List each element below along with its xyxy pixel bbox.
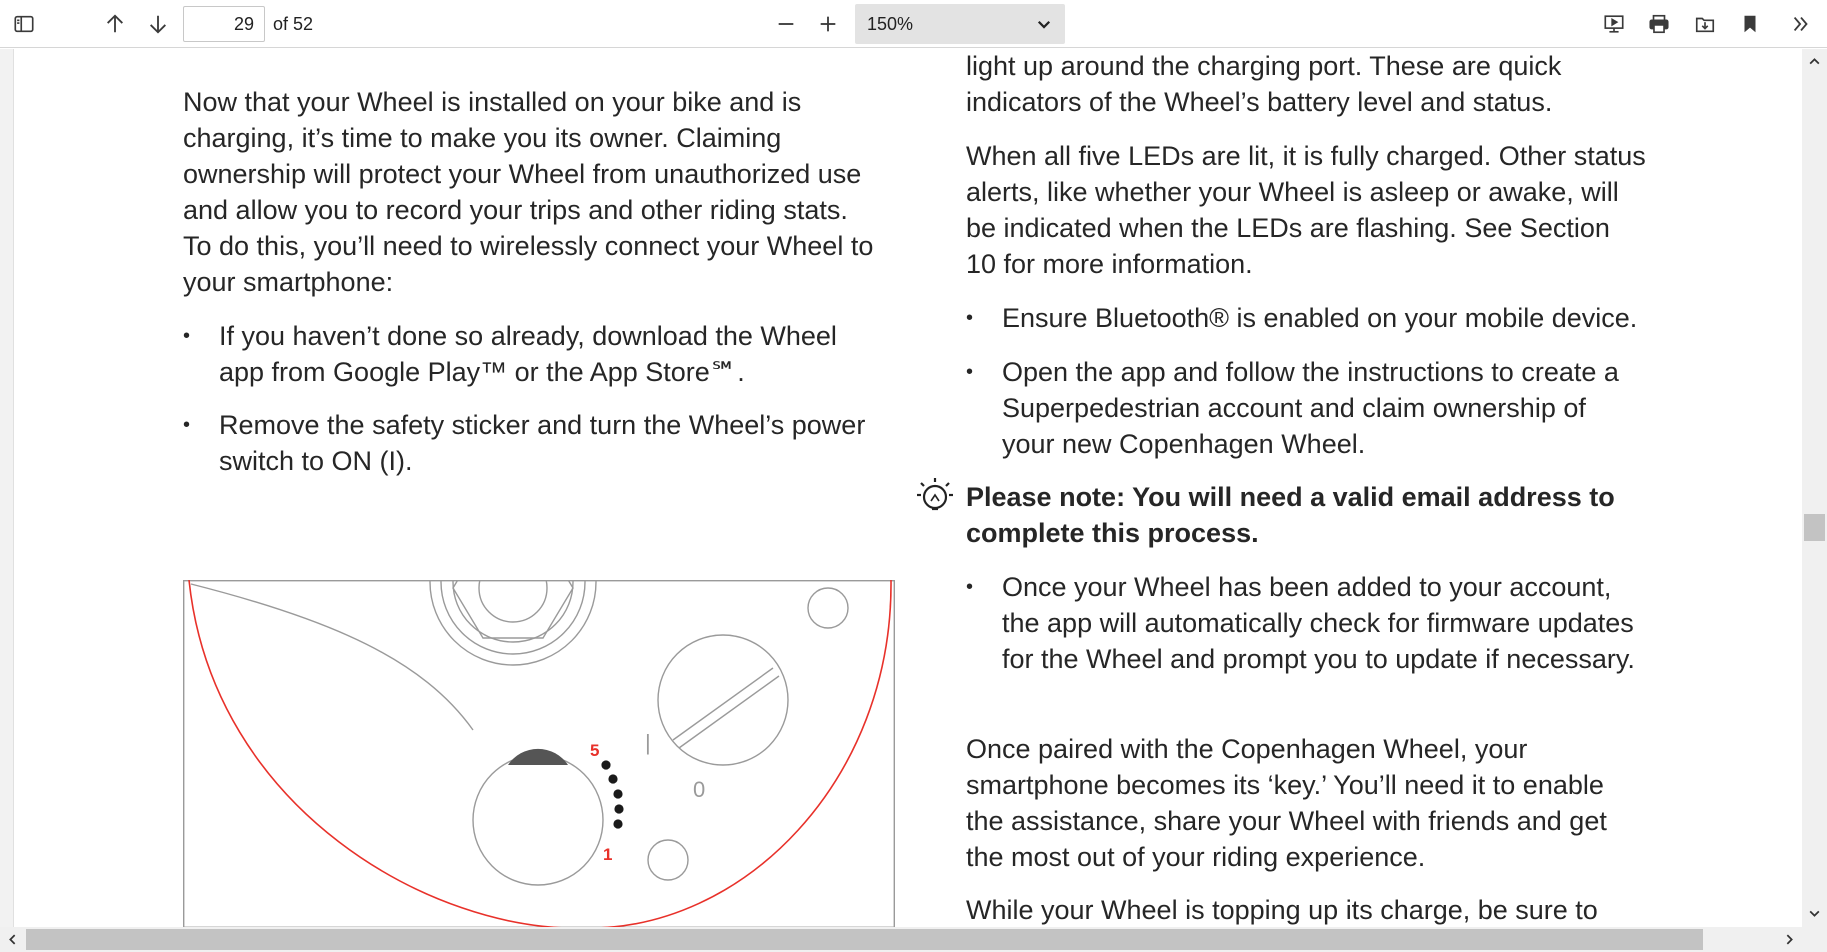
vertical-scrollbar[interactable] — [1802, 49, 1827, 927]
switch-on-mark: | — [645, 730, 651, 755]
list-item — [966, 354, 1666, 462]
bullet-dot: • — [183, 325, 191, 347]
horizontal-scroll-thumb[interactable] — [26, 929, 1703, 950]
zoom-value: 150% — [867, 14, 914, 34]
list-item-text: Once your Wheel has been added to your account, the app will automatically check for firmware updates for the Wheel and prompt you to update if necessary. — [1002, 572, 1635, 674]
screw-head — [658, 635, 788, 765]
page-total-label: of 52 — [273, 14, 314, 34]
led-3 — [613, 789, 622, 798]
charge-cap — [508, 749, 568, 765]
diagram-spoke — [191, 584, 473, 730]
bookmark-icon[interactable] — [1734, 8, 1766, 40]
scroll-left-icon[interactable] — [6, 933, 19, 946]
bullet-dot: • — [966, 361, 974, 383]
switch-off-mark: 0 — [693, 777, 706, 802]
bullet-dot: • — [966, 576, 974, 598]
presentation-icon[interactable] — [1598, 8, 1630, 40]
list-item-text: Open the app and follow the instructions to create a Superpedestrian account and claim ownership of your new Copenhagen Wheel. — [1002, 357, 1619, 459]
led-2 — [614, 804, 623, 813]
vertical-scroll-thumb[interactable] — [1804, 514, 1825, 541]
led-top-label: 5 — [590, 741, 600, 760]
led-bottom-label: 1 — [603, 845, 613, 864]
led-5 — [601, 760, 610, 769]
list-item-text: If you haven’t done so already, download the Wheel app from Google Play™ or the App Store℠. — [219, 321, 837, 387]
intro-paragraph: Now that your Wheel is installed on your bike and is charging, it’s time to make you its owner. Claiming ownership will protect your Wheel from unauthorized use and allow you to record your trips and other riding stats. To do this, you’ll need to wirelessly connect your Wheel to your smartphone: — [183, 87, 874, 297]
more-tools-icon[interactable] — [1785, 8, 1817, 40]
bullet-dot: • — [966, 307, 974, 329]
save-icon[interactable] — [1689, 8, 1721, 40]
arrow-up-icon[interactable] — [99, 8, 131, 40]
list-item — [183, 318, 883, 390]
led-indicators — [601, 760, 623, 828]
small-hole-top — [808, 588, 848, 628]
hub-nut — [430, 580, 596, 665]
bullet-dot: • — [183, 414, 191, 436]
page-number-input[interactable] — [183, 6, 265, 42]
list-item-text: Ensure Bluetooth® is enabled on your mobile device. — [1002, 303, 1638, 333]
paragraph-bottom: While your Wheel is topping up its charge, be sure to — [966, 895, 1598, 925]
led-4 — [608, 774, 617, 783]
arrow-down-icon[interactable] — [142, 8, 174, 40]
chevron-down-icon — [1035, 15, 1053, 33]
charging-port-diagram — [183, 580, 895, 928]
horizontal-scrollbar[interactable] — [0, 927, 1827, 952]
scroll-up-icon[interactable] — [1808, 55, 1821, 68]
list-item — [966, 569, 1666, 713]
pdf-toolbar — [0, 0, 1827, 48]
paragraph-paired: Once paired with the Copenhagen Wheel, your smartphone becomes its ‘key.’ You’ll need it to enable the assistance, share your Wheel with friends and get the most out of your riding experience. — [966, 734, 1607, 872]
zoom-select[interactable] — [855, 4, 1065, 44]
zoom-in-icon[interactable] — [812, 8, 844, 40]
paragraph-top: light up around the charging port. These are quick indicators of the Wheel’s battery level and status. — [966, 51, 1562, 117]
lightbulb-icon — [916, 476, 954, 518]
list-item — [183, 407, 883, 479]
scroll-right-icon[interactable] — [1783, 933, 1796, 946]
small-hole-bottom — [648, 840, 688, 880]
note-text: Please note: You will need a valid email address to complete this process. — [966, 482, 1615, 548]
paragraph-leds: When all five LEDs are lit, it is fully charged. Other status alerts, like whether your Wheel is asleep or awake, will be indicated when the LEDs are flashing. See Section 10 for more information. — [966, 141, 1646, 279]
zoom-out-icon[interactable] — [770, 8, 802, 40]
print-icon[interactable] — [1643, 8, 1675, 40]
list-item-text: Remove the safety sticker and turn the Wheel’s power switch to ON (I). — [219, 410, 866, 476]
page-gutter — [0, 49, 14, 927]
scroll-down-icon[interactable] — [1808, 907, 1821, 920]
charging-port — [473, 755, 603, 885]
sidebar-toggle-icon[interactable] — [8, 8, 40, 40]
led-1 — [613, 819, 622, 828]
list-item — [966, 300, 1666, 336]
